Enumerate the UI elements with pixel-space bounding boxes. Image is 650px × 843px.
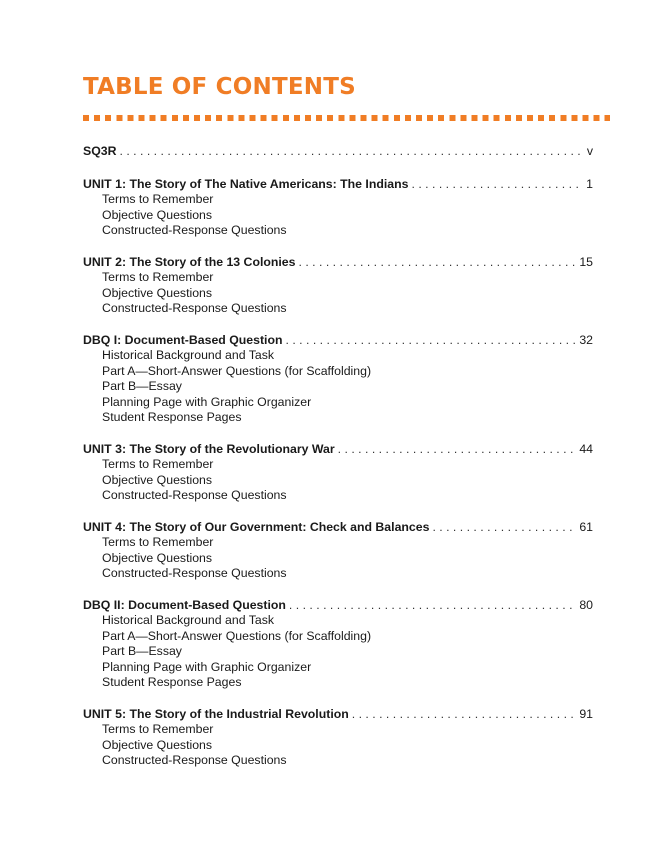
toc-subsection: Student Response Pages: [102, 675, 242, 689]
toc-subsection: Planning Page with Graphic Organizer: [102, 394, 312, 409]
toc-subsection: Terms to Remember: [102, 535, 214, 549]
toc-entry-unit-3: [83, 442, 593, 504]
toc-subsection: Terms to Remember: [102, 192, 214, 206]
toc-page-number: v: [586, 144, 593, 158]
toc-subsection: Terms to Remember: [102, 270, 214, 284]
toc-subsection: Objective Questions: [102, 207, 213, 222]
toc-subsection: Terms to Remember: [102, 722, 214, 736]
dot-leader: [286, 333, 577, 349]
toc-entry-unit-2: [83, 255, 593, 317]
dot-leader: [299, 255, 577, 271]
toc-entry-dbq-1: [83, 333, 593, 426]
dot-leader: [352, 707, 577, 723]
toc-subsection: Constructed-Response Questions: [102, 753, 287, 767]
toc-page-number: 80: [579, 597, 593, 612]
toc-heading: TABLE OF CONTENTS: [83, 74, 356, 100]
toc-page-number: 1: [586, 176, 593, 191]
toc-entry-unit-5: [83, 707, 593, 769]
dot-leader: [432, 520, 576, 536]
toc-page-number: 44: [579, 441, 593, 456]
toc-page-number: 91: [579, 706, 593, 721]
toc-subsection: Constructed-Response Questions: [102, 566, 287, 580]
toc-page-number: 61: [579, 519, 593, 534]
dot-leader: [338, 442, 577, 458]
toc-entry-title[interactable]: UNIT 1: The Story of The Native Americans: The Indians: [83, 176, 409, 191]
toc-subsection: Constructed-Response Questions: [102, 301, 287, 315]
dot-leader: [289, 598, 576, 614]
toc-subsection: Part A—Short-Answer Questions (for Scaffolding): [102, 628, 372, 643]
toc-subsection: Part A—Short-Answer Questions (for Scaffolding): [102, 363, 372, 378]
toc-list: [83, 144, 593, 769]
toc-subsection: Terms to Remember: [102, 457, 214, 471]
toc-subsection: Constructed-Response Questions: [102, 488, 287, 502]
toc-page-number: 15: [579, 254, 593, 269]
toc-subsection-list: [83, 535, 593, 582]
toc-subsection: Part B—Essay: [102, 644, 182, 658]
toc-entry-title[interactable]: DBQ I: Document-Based Question: [83, 332, 283, 347]
toc-entry-title[interactable]: DBQ II: Document-Based Question: [83, 597, 286, 612]
toc-entry-title[interactable]: SQ3R: [83, 144, 117, 158]
toc-page-number: 32: [579, 332, 593, 347]
dotted-divider: [83, 115, 610, 121]
toc-subsection-list: [83, 457, 593, 504]
toc-entry-title[interactable]: UNIT 5: The Story of the Industrial Revolution: [83, 706, 349, 721]
toc-entry-unit-4: [83, 520, 593, 582]
toc-subsection-list: [83, 348, 593, 426]
toc-entry-title[interactable]: UNIT 2: The Story of the 13 Colonies: [83, 254, 296, 269]
toc-entry-sq3r: [83, 144, 593, 160]
toc-entry-dbq-2: [83, 598, 593, 691]
toc-subsection: Objective Questions: [102, 285, 213, 300]
toc-subsection: Part B—Essay: [102, 379, 182, 393]
toc-subsection: Objective Questions: [102, 550, 213, 565]
toc-subsection: Objective Questions: [102, 737, 213, 752]
toc-subsection: Historical Background and Task: [102, 348, 275, 362]
toc-subsection-list: [83, 722, 593, 769]
toc-subsection: Constructed-Response Questions: [102, 223, 287, 237]
toc-entry-unit-1: [83, 177, 593, 239]
toc-subsection: Student Response Pages: [102, 410, 242, 424]
toc-entry-title[interactable]: UNIT 4: The Story of Our Government: Check and Balances: [83, 519, 430, 534]
toc-subsection-list: [83, 192, 593, 239]
dot-leader: [120, 144, 584, 160]
toc-subsection: Historical Background and Task: [102, 613, 275, 627]
toc-entry-title[interactable]: UNIT 3: The Story of the Revolutionary War: [83, 441, 335, 456]
toc-subsection-list: [83, 613, 593, 691]
toc-subsection-list: [83, 270, 593, 317]
dot-leader: [411, 177, 583, 193]
toc-subsection: Objective Questions: [102, 472, 213, 487]
toc-subsection: Planning Page with Graphic Organizer: [102, 659, 312, 674]
